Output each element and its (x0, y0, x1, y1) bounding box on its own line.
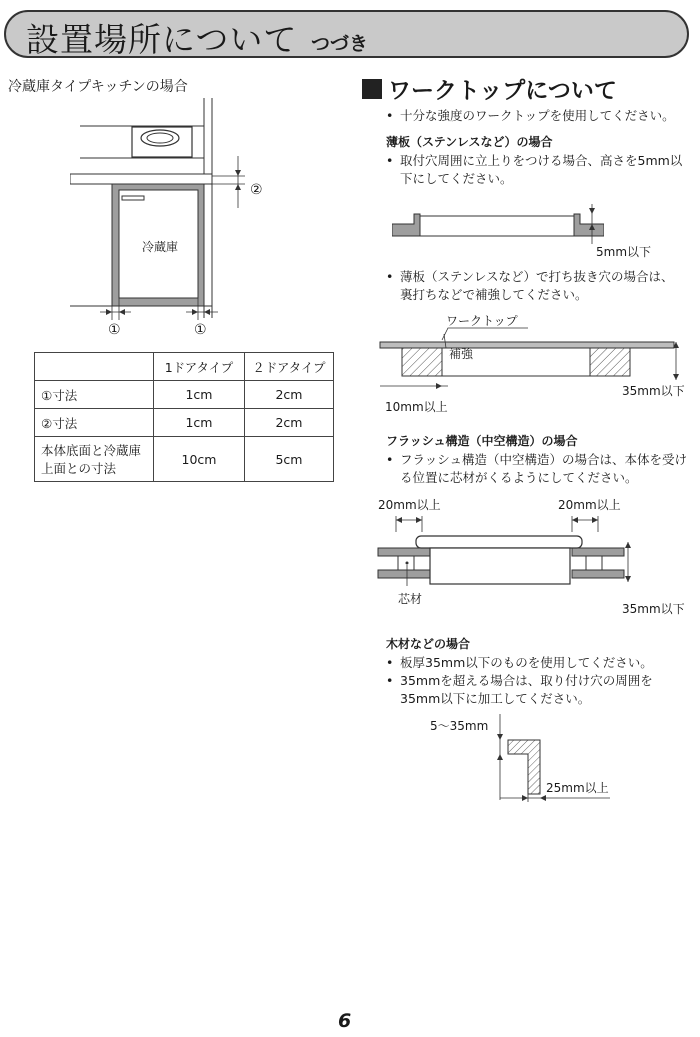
bullet-icon: • (386, 153, 394, 168)
bullet-icon: • (386, 655, 394, 670)
flush-height-label: 35mm以下 (622, 602, 685, 616)
cell-two-door: 2cm (245, 381, 334, 409)
reinforce-height-label: 35mm以下 (622, 384, 685, 398)
table-row (35, 381, 334, 409)
reinforce-label: 補強 (449, 347, 474, 361)
cell-one-door: 1cm (154, 381, 245, 409)
thin-bullet-2-text (400, 268, 673, 304)
wood-width-label: 25mm以上 (546, 781, 609, 795)
wood-bullet-2-text (400, 672, 653, 708)
cell-two-door: 5cm (245, 437, 334, 482)
table-row (35, 409, 334, 437)
row-label-line2: 上面との寸法 (41, 461, 117, 476)
core-label: 芯材 (398, 592, 423, 606)
marker-2: ② (250, 182, 263, 198)
marker-1-left: ① (108, 322, 121, 338)
flush-heading: フラッシュ構造（中空構造）の場合 (386, 434, 578, 448)
bullet-icon: • (386, 108, 394, 123)
worktop-heading-text: ワークトップについて (388, 78, 617, 104)
row-label: ①寸法 (35, 381, 154, 409)
wood-bullet-2-line1: 35mmを超える場合は、取り付け穴の周囲を (400, 673, 653, 688)
thin-bullet-1 (386, 152, 682, 188)
section-header (4, 10, 689, 58)
raised-edge-label: 5mm以下 (596, 245, 652, 259)
thin-bullet-1-line2: 下にしてください。 (400, 171, 513, 186)
fridge-kitchen-diagram (70, 98, 310, 343)
flush-bullet-text (400, 451, 687, 487)
row-label-line1: 本体底面と冷蔵庫 (41, 443, 142, 458)
wood-heading: 木材などの場合 (386, 637, 471, 651)
marker-1-right: ① (194, 322, 207, 338)
flush-bullet (386, 451, 687, 487)
raised-edge-diagram (392, 204, 604, 252)
wood-bullet-1-text: 板厚35mm以下のものを使用してください。 (400, 655, 653, 670)
row-label: ②寸法 (35, 409, 154, 437)
page-title: 設置場所について (26, 20, 298, 59)
wood-bullet-1 (386, 654, 653, 672)
reinforce-width-label: 10mm以上 (385, 400, 448, 414)
square-bullet-icon (362, 79, 382, 99)
thin-bullet-2-line2: 裏打ちなどで補強してください。 (400, 287, 588, 302)
cell-two-door: 2cm (245, 409, 334, 437)
flush-bullet-line1: フラッシュ構造（中空構造）の場合は、本体を受け (400, 452, 688, 467)
bullet-icon: • (386, 452, 394, 467)
dimension-table (34, 352, 334, 482)
intro-bullet (386, 107, 675, 125)
cell-one-door: 1cm (154, 409, 245, 437)
table-header-row (35, 353, 334, 381)
thin-bullet-1-line1: 取付穴周囲に立上りをつける場合、高さを5mm以 (400, 153, 683, 168)
row-label (35, 437, 154, 482)
bullet-icon: • (386, 269, 394, 284)
col-header-two-door: ２ドアタイプ (245, 353, 334, 381)
fridge-kitchen-heading: 冷蔵庫タイプキッチンの場合 (8, 79, 188, 95)
page-number: 6 (338, 1010, 352, 1032)
page-subtitle: つづき (311, 33, 369, 55)
table-corner (35, 353, 154, 381)
flush-bullet-line2: る位置に芯材がくるようにしてください。 (400, 470, 638, 485)
thin-bullet-2-line1: 薄板（ステンレスなど）で打ち抜き穴の場合は、 (400, 269, 674, 284)
flush-right-dim-label: 20mm以上 (558, 498, 621, 512)
col-header-one-door: 1ドアタイプ (154, 353, 245, 381)
worktop-heading (362, 72, 617, 105)
flush-structure-diagram (376, 512, 636, 592)
wood-bullet-2 (386, 672, 653, 708)
flush-left-dim-label: 20mm以上 (378, 498, 441, 512)
fridge-label: 冷蔵庫 (142, 240, 179, 254)
wood-bullet-2-line2: 35mm以下に加工してください。 (400, 691, 591, 706)
thin-bullet-2 (386, 268, 673, 304)
thin-plate-heading: 薄板（ステンレスなど）の場合 (386, 135, 553, 149)
wood-thickness-label: 5〜35mm (430, 719, 489, 733)
worktop-label: ワークトップ (446, 314, 518, 328)
table-row (35, 437, 334, 482)
bullet-icon: • (386, 673, 394, 688)
thin-bullet-1-text (400, 152, 682, 188)
intro-text: 十分な強度のワークトップを使用してください。 (400, 108, 675, 123)
cell-one-door: 10cm (154, 437, 245, 482)
